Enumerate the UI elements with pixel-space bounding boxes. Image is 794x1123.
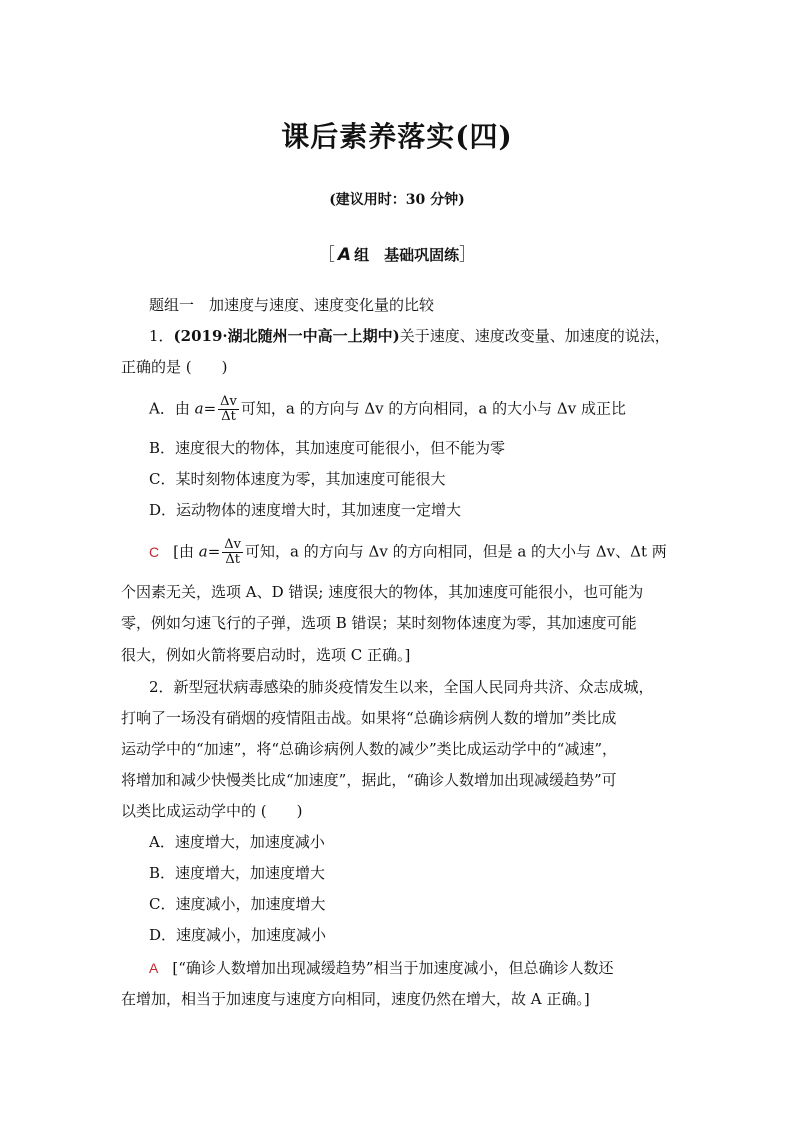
q1-option-a-var: a <box>194 399 204 418</box>
q1-explanation-line1: C [由 a= $\frac{\Delta v}{\Delta t}$ 可知，a 的方向与 Δv 的方向相同，但是 a 的大小与 Δv、Δt 两 <box>149 537 667 567</box>
q1-stem-line2: 正确的是 ( ) <box>121 358 228 376</box>
q1-stem-text: 关于速度、速度改变量、加速度的说法， <box>399 327 670 345</box>
topic-heading: 题组一 加速度与速度、速度变化量的比较 <box>149 296 435 314</box>
q1-option-a-fraction <box>218 395 239 424</box>
q1-explanation-line2: 个因素无关，选项 A、D 错误; 速度很大的物体，其加速度可能很小，也可能为 <box>121 583 644 601</box>
bracket-right: ］ <box>459 245 477 265</box>
q2-exp-text: [“确诊人数增加出现减缓趋势”相当于加速度减小，但总确诊人数还 <box>172 959 614 977</box>
q2-answer-letter: A <box>149 960 159 976</box>
q1-exp-var: a <box>198 542 208 561</box>
q2-stem-line1: 2．新型冠状病毒感染的肺炎疫情发生以来，全国人民同舟共济、众志成城， <box>149 678 654 696</box>
group-letter: A <box>337 245 352 265</box>
q2-stem-line4: 将增加和减少快慢类比成“加速度”，据此，“确诊人数增加出现减缓趋势”可 <box>121 771 617 789</box>
q1-source: (2019·湖北随州一中高一上期中) <box>173 327 400 345</box>
q1-option-c: C．某时刻物体速度为零，其加速度可能很大 <box>149 470 446 488</box>
fraction-denominator: Δt <box>225 552 240 567</box>
q1-explanation-line4: 很大，例如火箭将要启动时，选项 C 正确。] <box>121 646 411 664</box>
q1-exp-text: 可知，a 的方向与 Δv 的方向相同，但是 a 的大小与 Δv、Δt 两 <box>245 542 667 561</box>
q1-stem-line1 <box>149 325 670 347</box>
page-title: 课后素养落实(四) <box>281 120 513 153</box>
q2-explanation-line1 <box>149 957 614 979</box>
q1-exp-prefix: [由 <box>173 542 199 561</box>
q2-option-a: A．速度增大，加速度减小 <box>149 833 325 851</box>
suggested-time: (建议用时：30 分钟) <box>329 192 465 208</box>
q1-exp-fraction <box>222 538 243 567</box>
q2-stem-line2: 打响了一场没有硝烟的疫情阻击战。如果将“总确诊病例人数的增加”类比成 <box>121 709 617 727</box>
q1-answer-letter: C <box>149 543 160 560</box>
q1-option-a-text: 可知，a 的方向与 Δv 的方向相同，a 的大小与 Δv 成正比 <box>240 399 626 418</box>
q2-stem-line3: 运动学中的“加速”，将“总确诊病例人数的减少”类比成运动学中的“减速”， <box>121 740 618 758</box>
q2-option-c: C．速度减小，加速度增大 <box>149 895 326 913</box>
q2-stem-line5: 以类比成运动学中的 ( ) <box>121 802 303 820</box>
q2-explanation-line2: 在增加，相当于加速度与速度方向相同，速度仍然在增大，故 A 正确。] <box>121 990 590 1008</box>
bracket-left: ［ <box>317 245 335 265</box>
fraction-numerator: Δv <box>224 537 242 552</box>
q2-option-b: B．速度增大，加速度增大 <box>149 864 326 882</box>
q1-number: 1． <box>149 327 174 345</box>
fraction-numerator: Δv <box>220 394 237 409</box>
q1-option-b: B．速度很大的物体，其加速度可能很小，但不能为零 <box>149 439 506 457</box>
q2-option-d: D．速度减小，加速度减小 <box>149 926 327 944</box>
q1-explanation-line3: 零，例如匀速飞行的子弹，选项 B 错误；某时刻物体速度为零，其加速度可能 <box>121 614 637 632</box>
q1-option-a: A．由 a= $\frac{\Delta v}{\Delta t}$ 可知，a 的方向与 Δv 的方向相同，a 的大小与 Δv 成正比 <box>149 394 626 424</box>
fraction-denominator: Δt <box>221 409 236 424</box>
q1-option-a-prefix: A．由 <box>149 399 195 418</box>
group-heading <box>0 240 794 265</box>
q1-option-d: D．运动物体的速度增大时，其加速度一定增大 <box>149 501 462 519</box>
group-label: 组 基础巩固练 <box>354 246 460 264</box>
